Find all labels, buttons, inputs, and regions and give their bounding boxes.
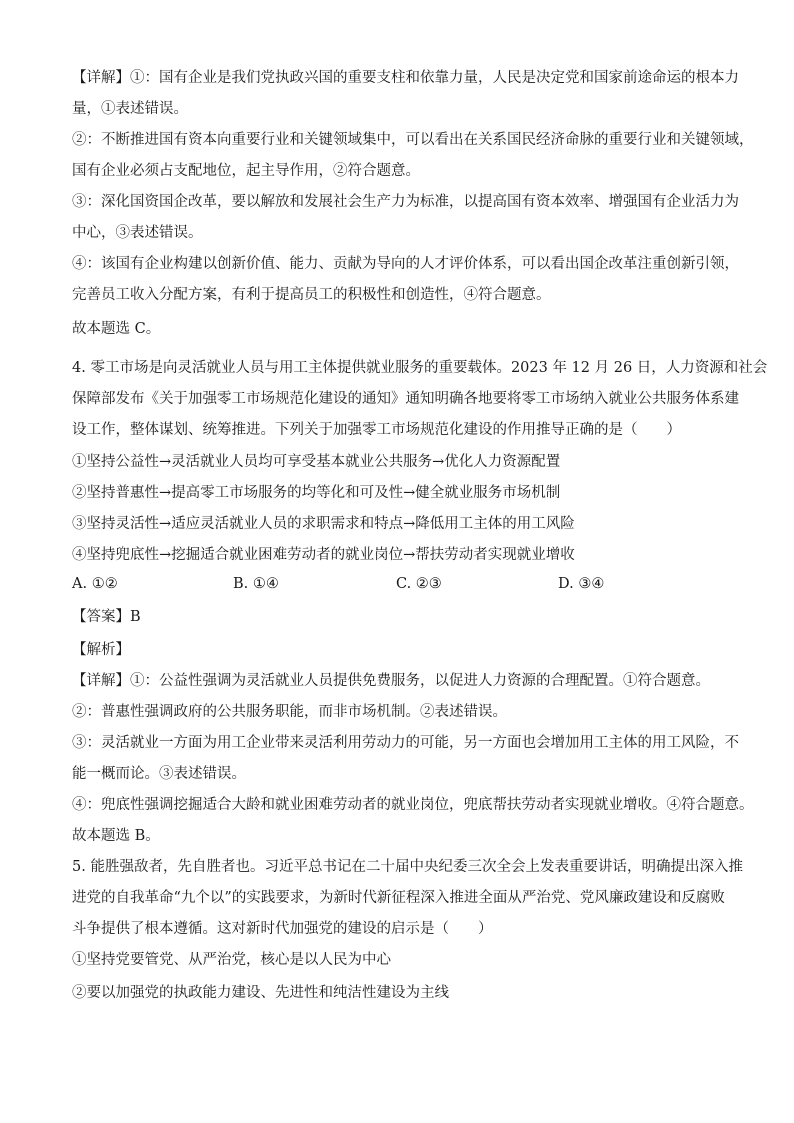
q3-detail-line: ③：深化国资国企改革，要以解放和发展社会生产力为标准，以提高国有资本效率、增强国有企业活力为 (72, 194, 739, 210)
q5-stem-line: 进党的自我革命“九个以”的实践要求，为新时代新征程深入推进全面从严治党、党风廉政建设和反腐败 (72, 890, 725, 906)
q4-detail-line: ②：普惠性强调政府的公共服务职能，而非市场机制。②表述错误。 (72, 704, 507, 720)
q3-detail-line: ④：该国有企业构建以创新价值、能力、贡献为导向的人才评价体系，可以看出国企改革注重创新引领， (72, 256, 739, 272)
option-c: C. ②③ (396, 576, 442, 592)
q4-statement-2: ②坚持普惠性→提高零工市场服务的均等化和可及性→健全就业服务市场机制 (72, 485, 561, 501)
q4-detail-line: ③：灵活就业一方面为用工企业带来灵活利用劳动力的可能，另一方面也会增加用工主体的用工风险，不 (72, 735, 739, 751)
option-b: B. ①④ (233, 576, 279, 592)
q3-detail-line: 中心，③表述错误。 (72, 225, 203, 241)
q4-statement-4: ④坚持兜底性→挖掘适合就业困难劳动者的就业岗位→帮扶劳动者实现就业增收 (72, 547, 575, 563)
q4-stem-line: 设工作，整体谋划、统筹推进。下列关于加强零工市场规范化建设的作用推导正确的是（ ） (72, 422, 681, 438)
q3-detail-line: 完善员工收入分配方案，有利于提高员工的积极性和创造性，④符合题意。 (72, 287, 551, 303)
option-d: D. ③④ (558, 576, 605, 592)
q4-stem-line: 4. 零工市场是向灵活就业人员与用工主体提供就业服务的重要载体。2023 年 12 月 26 日，人力资源和社会 (72, 360, 768, 376)
q3-detail-line: 【详解】①：国有企业是我们党执政兴国的重要支柱和依靠力量，人民是决定党和国家前途命运的根本力 (72, 70, 739, 86)
q4-conclusion: 故本题选 B。 (72, 828, 160, 844)
q4-statement-1: ①坚持公益性→灵活就业人员均可享受基本就业公共服务→优化人力资源配置 (72, 454, 561, 470)
q4-stem-line: 保障部发布《关于加强零工市场规范化建设的通知》通知明确各地要将零工市场纳入就业公共服务体系建 (72, 391, 739, 407)
q5-statement-1: ①坚持党要管党、从严治党，核心是以人民为中心 (72, 952, 391, 968)
q4-options (72, 576, 732, 596)
q5-statement-2: ②要以加强党的执政能力建设、先进性和纯洁性建设为主线 (72, 985, 449, 1001)
q4-detail-line: 能一概而论。③表述错误。 (72, 766, 246, 782)
q4-answer: 【答案】B (72, 609, 141, 625)
q3-detail-line: 国有企业必须占支配地位，起主导作用，②符合题意。 (72, 163, 420, 179)
q5-stem-line: 5. 能胜强敌者，先自胜者也。习近平总书记在二十届中央纪委三次全会上发表重要讲话，明确提出深入推 (72, 859, 743, 875)
q4-statement-3: ③坚持灵活性→适应灵活就业人员的求职需求和特点→降低用工主体的用工风险 (72, 516, 575, 532)
q4-detail-line: ④：兜底性强调挖掘适合大龄和就业困难劳动者的就业岗位，兜底帮扶劳动者实现就业增收。④符合题意。 (72, 797, 754, 813)
q4-detail-line: 【详解】①：公益性强调为灵活就业人员提供免费服务，以促进人力资源的合理配置。①符合题意。 (72, 673, 710, 689)
q4-analysis-title: 【解析】 (72, 642, 130, 658)
q3-detail-line: ②：不断推进国有资本向重要行业和关键领域集中，可以看出在关系国民经济命脉的重要行业和关键领域， (72, 132, 754, 148)
q5-stem-line: 斗争提供了根本遵循。这对新时代加强党的建设的启示是（ ） (72, 921, 493, 937)
q3-detail-line: 量，①表述错误。 (72, 101, 188, 117)
q3-conclusion: 故本题选 C。 (72, 321, 161, 337)
option-a: A. ①② (72, 576, 118, 592)
